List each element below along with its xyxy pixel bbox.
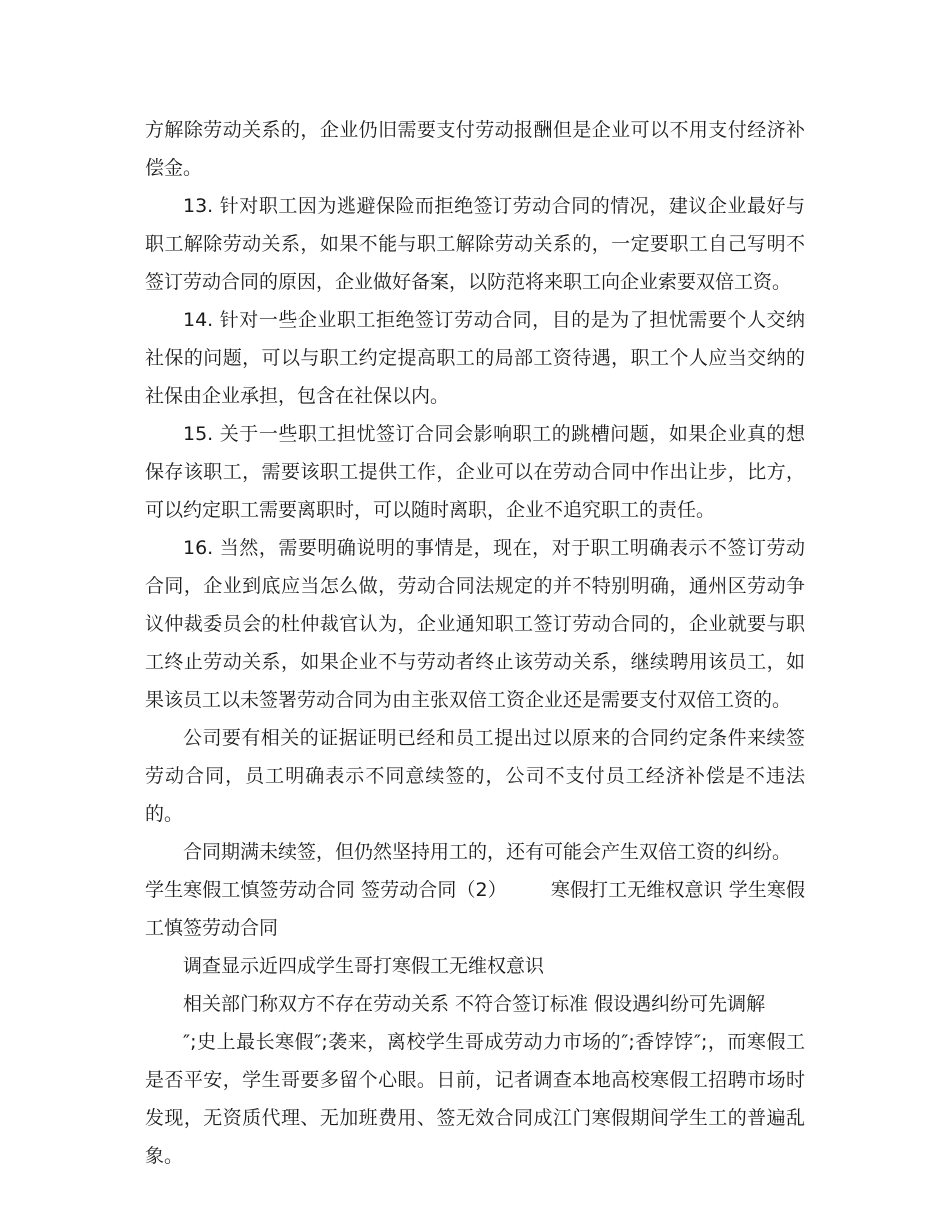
article-heading-line [145,871,805,947]
article-heading-part2: 寒假打工无维权意识 学生寒假工慎签劳动合同 [145,879,805,939]
paragraph-contract-expiry: 合同期满未续签，但仍然坚持用工的，还有可能会产生双倍工资的纠纷。 [183,841,792,863]
paragraph-continued: 方解除劳动关系的，企业仍旧需要支付劳动报酬但是企业可以不用支付经济补偿金。 [145,119,805,179]
paragraph-item-13: 13. 针对职工因为逃避保险而拒绝签订劳动合同的情况，建议企业最好与职工解除劳动关系，如果不能与职工解除劳动关系的，一定要职工自己写明不签订劳动合同的原因，企业做好备案，以防范将来职工向企业索要双倍工资。 [145,195,805,293]
article-heading-part1: 学生寒假工慎签劳动合同 签劳动合同（2） [145,879,507,901]
paragraph-item-16: 16. 当然，需要明确说明的事情是，现在，对于职工明确表示不签订劳动合同，企业到底应当怎么做，劳动合同法规定的并不特别明确，通州区劳动争议仲裁委员会的杜仲裁官认为，企业通知职工签订劳动合同的，企业就要与职工终止劳动关系，如果企业不与劳动者终止该劳动关系，继续聘用该员工，如果该员工以未签署劳动合同为由主张双倍工资企业还是需要支付双倍工资的。 [145,537,805,711]
paragraph-item-14: 14. 针对一些企业职工拒绝签订劳动合同，目的是为了担忧需要个人交纳社保的问题，可以与职工约定提高职工的局部工资待遇，职工个人应当交纳的社保由企业承担，包含在社保以内。 [145,309,805,407]
document-body [145,111,805,1175]
paragraph-item-15: 15. 关于一些职工担忧签订合同会影响职工的跳槽问题，如果企业真的想保存该职工，需要该职工提供工作，企业可以在劳动合同中作出让步，比方，可以约定职工需要离职时，可以随时离职，企业不追究职工的责任。 [145,423,805,521]
paragraph-department: 相关部门称双方不存在劳动关系 不符合签订标准 假设遇纠纷可先调解 [183,993,766,1015]
paragraph-survey: 调查显示近四成学生哥打寒假工无维权意识 [183,955,545,977]
paragraph-contract-renewal: 公司要有相关的证据证明已经和员工提出过以原来的合同约定条件来续签劳动合同，员工明确表示不同意续签的，公司不支付员工经济补偿是不违法的。 [145,727,805,825]
paragraph-news: ″;史上最长寒假″;袭来，离校学生哥成劳动力市场的″;香饽饽″;，而寒假工是否平安，学生哥要多留个心眼。日前，记者调查本地高校寒假工招聘市场时发现，无资质代理、无加班费用、签无效合同成江门寒假期间学生工的普遍乱象。 [145,1031,805,1167]
